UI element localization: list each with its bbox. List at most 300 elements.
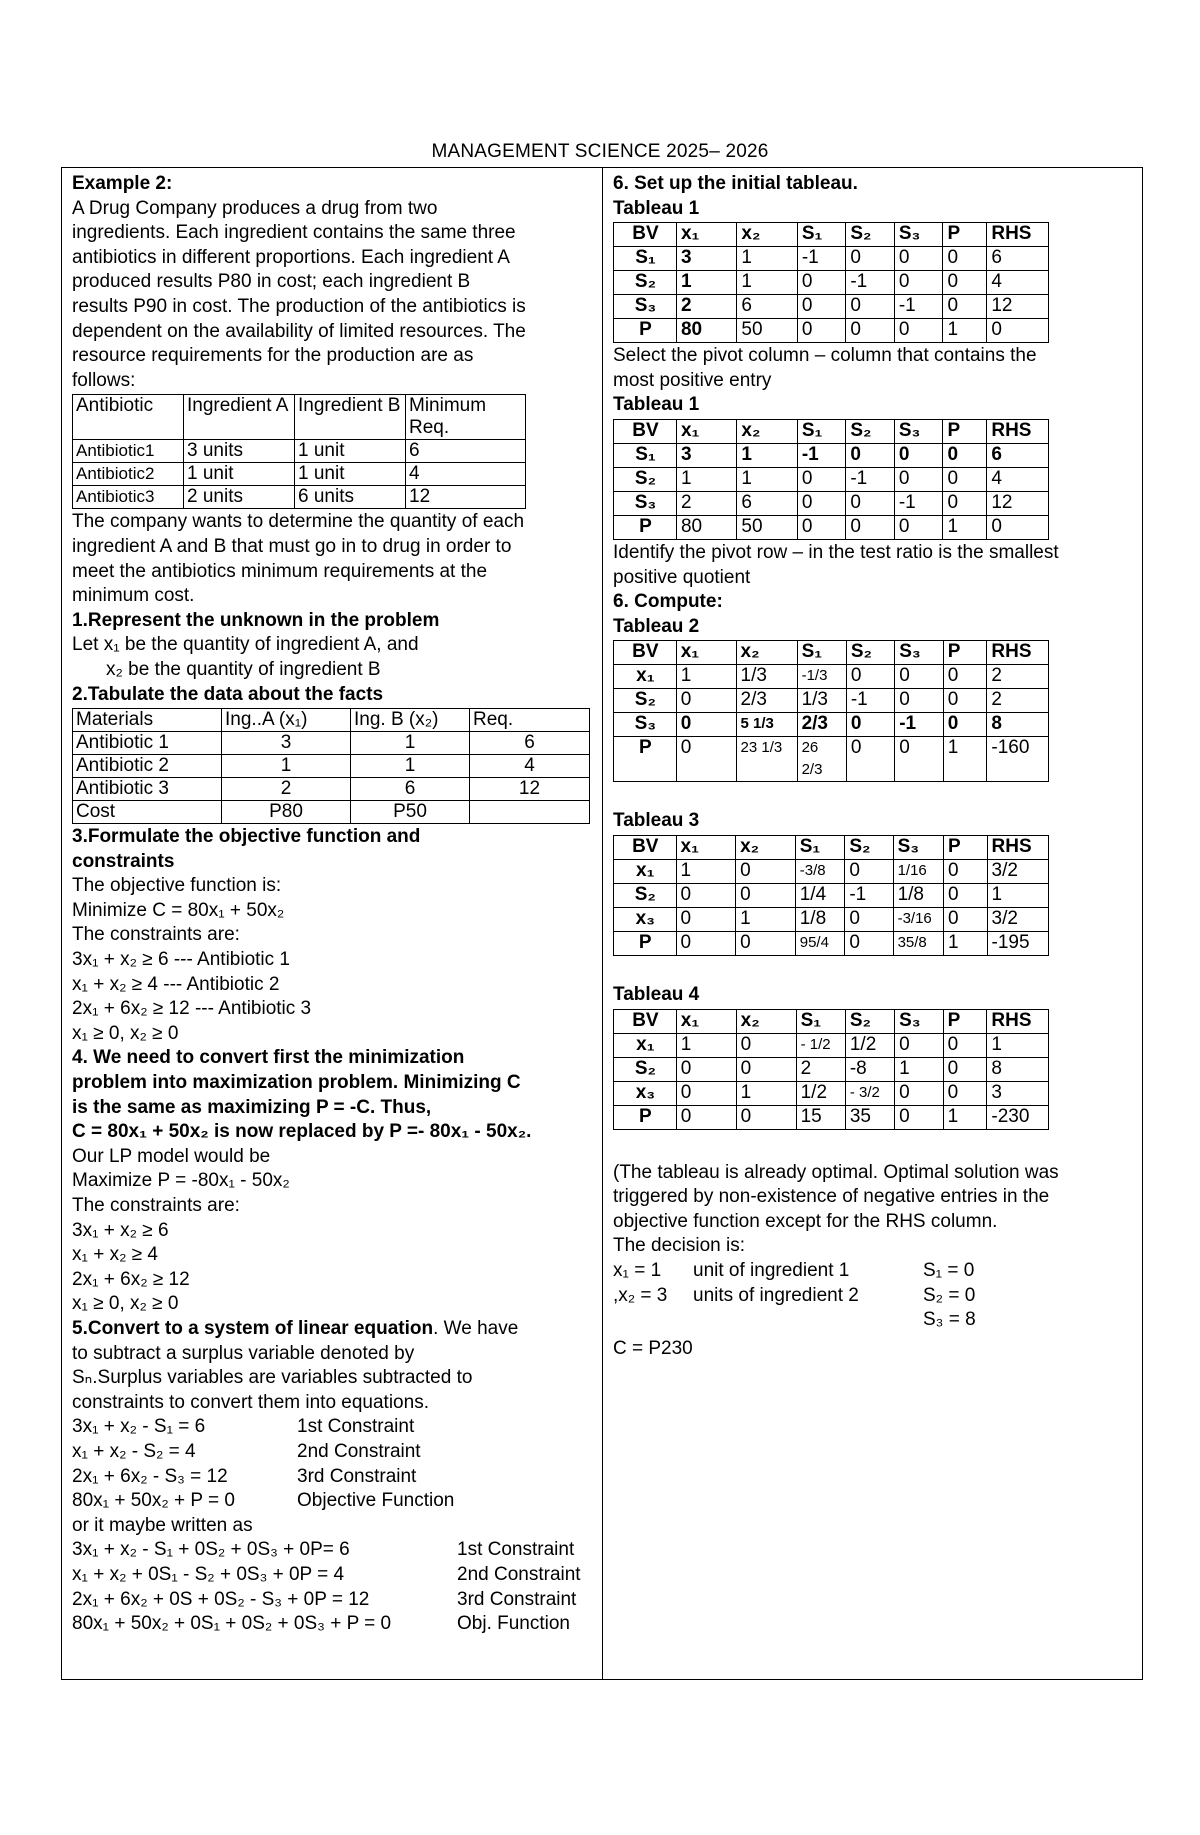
document-title: MANAGEMENT SCIENCE 2025– 2026 — [431, 141, 769, 162]
column-divider — [602, 168, 603, 1679]
header-cell: RHS — [987, 641, 1049, 665]
table-row — [73, 801, 590, 824]
cell: 0 — [797, 467, 845, 491]
cell: 3/2 — [987, 907, 1048, 931]
equation: 3x₁ + x₂ - S₁ = 6 — [72, 1416, 206, 1438]
header-cell: x₁ — [676, 223, 736, 247]
cell: 0 — [846, 713, 894, 737]
equation: 3x₁ + x₂ - S₁ + 0S₂ + 0S₃ + 0P= 6 — [72, 1539, 350, 1561]
content-frame — [61, 167, 1143, 1680]
header-cell: S₃ — [894, 223, 943, 247]
tableau-1-wrap — [613, 222, 1138, 343]
cell: 0 — [676, 1081, 736, 1105]
table-row — [614, 319, 1049, 343]
header-cell: x₁ — [676, 835, 736, 859]
cell: -1 — [845, 883, 893, 907]
cell: x₁ — [614, 1033, 677, 1057]
cell: 0 — [846, 319, 895, 343]
step3-body — [72, 874, 597, 1046]
header-cell: x₁ — [676, 1009, 736, 1033]
cell: 12 — [987, 491, 1049, 515]
text-line: A Drug Company produces a drug from two — [72, 197, 438, 219]
cell: 2 — [676, 491, 736, 515]
text-line: 2x₁ + 6x₂ ≥ 12 — [72, 1268, 190, 1290]
decision-value: ,x₂ = 3 — [613, 1284, 668, 1306]
cell: 0 — [943, 883, 987, 907]
cell: 12 — [470, 778, 590, 801]
cell: 0 — [943, 295, 987, 319]
tableau-title: Tableau 1 — [613, 394, 700, 416]
table-row — [614, 491, 1049, 515]
table-row — [73, 440, 526, 463]
cell: 1 — [222, 755, 351, 778]
tableau-title: Tableau 1 — [613, 197, 700, 219]
table-row — [614, 443, 1049, 467]
cell: -8 — [845, 1057, 894, 1081]
text-line: constraints to convert them into equations. — [72, 1391, 429, 1413]
equation-label: 3rd Constraint — [457, 1588, 577, 1610]
table-row — [73, 732, 590, 755]
decision-row — [613, 1284, 1138, 1309]
cell: 2 — [987, 665, 1049, 689]
equation: 80x₁ + 50x₂ + 0S₁ + 0S₂ + 0S₃ + P = 0 — [72, 1613, 392, 1635]
equation: 2x₁ + 6x₂ + 0S + 0S₂ - S₃ + 0P = 12 — [72, 1588, 370, 1610]
or-written-line: or it maybe written as — [72, 1514, 253, 1536]
cell: 0 — [894, 515, 943, 539]
cell: 0 — [894, 247, 943, 271]
text-line: x₁ ≥ 0, x₂ ≥ 0 — [72, 1293, 179, 1315]
table-row — [614, 1081, 1049, 1105]
equation-label: 3rd Constraint — [297, 1465, 417, 1487]
table-row — [614, 737, 1049, 782]
step1-line: x₂ be the quantity of ingredient B — [106, 658, 381, 680]
text-line: Minimize C = 80x₁ + 50x₂ — [72, 899, 285, 921]
left-column — [72, 172, 597, 1637]
equation-label: 2nd Constraint — [457, 1563, 581, 1585]
header-cell: BV — [614, 1009, 677, 1033]
text-line: 3x₁ + x₂ ≥ 6 --- Antibiotic 1 — [72, 949, 290, 971]
cell: 1/4 — [795, 883, 845, 907]
decision-value — [693, 1308, 923, 1333]
text-line: resource requirements for the production are as — [72, 345, 474, 367]
cell: 0 — [943, 443, 987, 467]
cell: 3 — [676, 443, 736, 467]
cell: 23 1/3 — [736, 737, 797, 782]
header-cell: S₁ — [796, 1009, 845, 1033]
cell: 0 — [943, 859, 987, 883]
tableau-title: Tableau 2 — [613, 615, 700, 637]
table-row — [614, 689, 1049, 713]
cell: S₁ — [614, 247, 677, 271]
cell: Antibiotic 2 — [73, 755, 222, 778]
text-line: to subtract a surplus variable denoted by — [72, 1342, 415, 1364]
cell: 8 — [987, 1057, 1049, 1081]
cell: 0 — [895, 1081, 944, 1105]
cell: 0 — [736, 883, 796, 907]
text-line: Sₙ.Surplus variables are variables subtracted to — [72, 1367, 473, 1389]
decision-value: S₁ = 0 — [923, 1259, 975, 1281]
facts-table — [72, 708, 590, 824]
decision-row — [613, 1308, 1138, 1333]
cell: 0 — [943, 467, 987, 491]
cell: 0 — [943, 271, 987, 295]
equation-row — [72, 1563, 597, 1588]
text-line: The constraints are: — [72, 1195, 240, 1216]
cell: 0 — [894, 443, 943, 467]
step5-title: 5.Convert to a system of linear equation — [72, 1317, 434, 1339]
cell: 2/3 — [797, 713, 846, 737]
table-header-row — [614, 1009, 1049, 1033]
cell: 26 2/3 — [797, 737, 846, 782]
example-heading: Example 2: — [72, 173, 173, 194]
table-row — [614, 713, 1049, 737]
table-header-row — [614, 835, 1049, 859]
cell: 4 — [406, 463, 526, 486]
cell: 0 — [943, 1033, 987, 1057]
step3-heading — [72, 825, 597, 874]
cell: - 3/2 — [845, 1081, 894, 1105]
header-cell: S₁ — [795, 835, 845, 859]
cell: 4 — [470, 755, 590, 778]
decision-value: S₃ = 8 — [923, 1309, 976, 1331]
cell: 3 — [222, 732, 351, 755]
cell: 6 units — [295, 486, 406, 509]
cell: 6 — [351, 778, 470, 801]
cell: 0 — [736, 931, 796, 955]
pivot-row-text — [613, 541, 1138, 590]
text-line: 2x₁ + 6x₂ ≥ 12 --- Antibiotic 3 — [72, 998, 312, 1020]
cell: 15 — [796, 1105, 845, 1129]
text-line: x₁ + x₂ ≥ 4 — [72, 1244, 158, 1266]
cell: 80 — [676, 319, 736, 343]
cell: 2 — [222, 778, 351, 801]
header-cell: S₃ — [894, 419, 943, 443]
header-cell: P — [943, 223, 987, 247]
cell: -1 — [895, 713, 943, 737]
cell: 1 — [987, 883, 1048, 907]
step1-line: Let x₁ be the quantity of ingredient A, and — [72, 634, 419, 656]
cell: 2 — [796, 1057, 845, 1081]
header-cell: BV — [614, 419, 677, 443]
cell: 0 — [736, 1057, 796, 1081]
header-cell: BV — [614, 641, 677, 665]
header-cell: x₂ — [736, 835, 796, 859]
cell: 6 — [470, 732, 590, 755]
header-cell: Materials — [73, 709, 222, 732]
cell: -1 — [894, 491, 943, 515]
cell: - 1/2 — [796, 1033, 845, 1057]
cell: 1 unit — [184, 463, 295, 486]
header-cell: RHS — [987, 835, 1048, 859]
cell: 0 — [943, 665, 987, 689]
equation-label: 1st Constraint — [297, 1416, 415, 1438]
cell: P80 — [222, 801, 351, 824]
cell: 1 — [943, 931, 987, 955]
cell: -3/8 — [795, 859, 845, 883]
step5-body — [72, 1342, 597, 1416]
cell: -230 — [987, 1105, 1049, 1129]
text-line: 3.Formulate the objective function and — [72, 826, 421, 848]
step5-title-rest: . We have — [433, 1317, 519, 1339]
text-line: The constraints are: — [72, 924, 240, 946]
header-cell: x₂ — [736, 1009, 796, 1033]
header-cell: Antibiotic — [73, 395, 184, 440]
cell: 1 — [737, 443, 797, 467]
cell: 0 — [894, 467, 943, 491]
decision-value: unit of ingredient 1 — [693, 1259, 850, 1281]
cell: 3 — [676, 247, 736, 271]
cell: -1/3 — [797, 665, 846, 689]
header-cell: Ingredient B — [295, 395, 406, 440]
cell: 0 — [846, 295, 895, 319]
decision-value: x₁ = 1 — [613, 1259, 662, 1281]
cell: 0 — [676, 1057, 736, 1081]
cell: -3/16 — [893, 907, 943, 931]
cell: x₃ — [614, 907, 677, 931]
equation-label: 2nd Constraint — [297, 1440, 421, 1462]
cell: 0 — [676, 689, 736, 713]
table-header-row — [614, 641, 1049, 665]
table-row — [73, 486, 526, 509]
text-line: (The tableau is already optimal. Optimal solution was — [613, 1161, 1059, 1183]
decision-row — [613, 1259, 1138, 1284]
table-header-row — [73, 709, 590, 732]
text-line: positive quotient — [613, 566, 751, 588]
cell: -1 — [846, 689, 894, 713]
cell: 0 — [943, 713, 987, 737]
table-row — [73, 778, 590, 801]
header-cell: Ing..A (x₁) — [222, 709, 351, 732]
header-cell: BV — [614, 835, 677, 859]
cell: 12 — [987, 295, 1049, 319]
text-line: results P90 in cost. The production of the antibiotics is — [72, 295, 526, 317]
equation-row — [72, 1440, 597, 1465]
cell: 1 — [736, 907, 796, 931]
cell: S₂ — [614, 271, 677, 295]
text-line: most positive entry — [613, 369, 772, 391]
header-cell: S₂ — [845, 835, 893, 859]
text-line: 4. We need to convert first the minimization — [72, 1047, 465, 1069]
text-line: produced results P80 in cost; each ingredient B — [72, 271, 471, 293]
cell: -1 — [846, 467, 895, 491]
cell: 1/8 — [893, 883, 943, 907]
equation-label: 1st Constraint — [457, 1539, 575, 1561]
cell: x₃ — [614, 1081, 677, 1105]
cell: 1 — [676, 1033, 736, 1057]
cell: -195 — [987, 931, 1048, 955]
cell: 0 — [676, 713, 736, 737]
text-line: ingredient A and B that must go in to drug in order to — [72, 535, 512, 557]
cell: 0 — [987, 319, 1049, 343]
cell: S₁ — [614, 443, 677, 467]
cell: 0 — [895, 689, 943, 713]
cell: 6 — [987, 247, 1049, 271]
cell: S₃ — [614, 295, 677, 319]
cell: x₁ — [614, 665, 677, 689]
tableau-2-wrap — [613, 640, 1138, 782]
cell: 4 — [987, 271, 1049, 295]
cell: P — [614, 737, 677, 782]
cell: 50 — [737, 319, 797, 343]
text-line: Our LP model would be — [72, 1145, 271, 1167]
cell: S₃ — [614, 713, 677, 737]
text-line: minimum cost. — [72, 585, 195, 607]
table-row — [614, 515, 1049, 539]
cell: Antibiotic 3 — [73, 778, 222, 801]
cell: 0 — [845, 859, 893, 883]
cell: P — [614, 931, 677, 955]
table-row — [614, 1033, 1049, 1057]
cell: P — [614, 319, 677, 343]
header-cell: x₂ — [737, 223, 797, 247]
cell: 0 — [895, 737, 943, 782]
cell: 1 — [676, 665, 736, 689]
cell: x₁ — [614, 859, 677, 883]
cell: 4 — [987, 467, 1049, 491]
text-line: antibiotics in different proportions. Each ingredient A — [72, 246, 510, 268]
cell: 2/3 — [736, 689, 797, 713]
table-row — [614, 907, 1049, 931]
header-cell: P — [943, 419, 987, 443]
header-cell: S₃ — [893, 835, 943, 859]
table-row — [614, 295, 1049, 319]
cell: 0 — [987, 515, 1049, 539]
header-cell: Req. — [470, 709, 590, 732]
cell: 95/4 — [795, 931, 845, 955]
pivot-column-text — [613, 344, 1138, 393]
text-line: constraints — [72, 850, 175, 872]
cell: 0 — [895, 1033, 944, 1057]
header-cell: S₂ — [846, 223, 895, 247]
cell: 80 — [676, 515, 736, 539]
cell: -1 — [797, 247, 845, 271]
cell: 0 — [846, 247, 895, 271]
cell: 5 1/3 — [736, 713, 797, 737]
cell: 1 unit — [295, 463, 406, 486]
cell: 35/8 — [893, 931, 943, 955]
cell: 1 — [737, 271, 797, 295]
cell: Cost — [73, 801, 222, 824]
cell: 1 — [943, 1105, 987, 1129]
table-row — [614, 271, 1049, 295]
text-line: Select the pivot column – column that contains the — [613, 345, 1037, 367]
header-cell: S₃ — [895, 1009, 944, 1033]
cell: 1 — [987, 1033, 1049, 1057]
cell: 1 unit — [295, 440, 406, 463]
table-header-row — [73, 395, 526, 440]
header-cell: x₁ — [676, 419, 736, 443]
step5-heading — [72, 1317, 597, 1342]
total-cost: C = P230 — [613, 1337, 693, 1359]
text-line: is the same as maximizing P = -C. Thus, — [72, 1096, 432, 1118]
table-row — [614, 931, 1049, 955]
text-line: Identify the pivot row – in the test ratio is the smallest — [613, 541, 1059, 563]
cell: Antibiotic 1 — [73, 732, 222, 755]
cell: 2 — [987, 689, 1049, 713]
tableau-1b-wrap — [613, 419, 1138, 540]
header-cell: Minimum Req. — [406, 395, 526, 440]
header-cell: x₂ — [737, 419, 797, 443]
cell — [470, 801, 590, 824]
text-line: follows: — [72, 369, 136, 391]
header-cell: Ing. B (x₂) — [351, 709, 470, 732]
table-row — [73, 463, 526, 486]
cell: 3 — [987, 1081, 1049, 1105]
cell: Antibiotic3 — [73, 486, 184, 509]
table-row — [614, 1057, 1049, 1081]
header-cell: S₁ — [797, 223, 845, 247]
cell: 0 — [895, 1105, 944, 1129]
cell: 1 — [737, 467, 797, 491]
cell: Antibiotic2 — [73, 463, 184, 486]
cell: 3 units — [184, 440, 295, 463]
table-row — [614, 247, 1049, 271]
cell: 1/3 — [797, 689, 846, 713]
cell: 1 — [676, 467, 736, 491]
cell: S₂ — [614, 689, 677, 713]
cell: P50 — [351, 801, 470, 824]
cell: 0 — [846, 737, 894, 782]
header-cell: RHS — [987, 223, 1049, 247]
compute-heading: 6. Compute: — [613, 591, 723, 613]
header-cell: S₂ — [845, 1009, 894, 1033]
equation-row — [72, 1489, 597, 1514]
header-cell: Ingredient A — [184, 395, 295, 440]
simplex-tableau — [613, 222, 1049, 343]
cell: 1/2 — [796, 1081, 845, 1105]
equation-row — [72, 1465, 597, 1490]
cell: 0 — [943, 1081, 987, 1105]
cell: 3/2 — [987, 859, 1048, 883]
cell: 0 — [736, 859, 796, 883]
cell: 0 — [676, 931, 736, 955]
cell: S₃ — [614, 491, 677, 515]
cell: S₂ — [614, 883, 677, 907]
cell: 1 — [736, 1081, 796, 1105]
cell: 0 — [846, 443, 895, 467]
cell: 0 — [676, 737, 736, 782]
simplex-tableau — [613, 835, 1049, 956]
header-cell: x₂ — [736, 641, 797, 665]
table-header-row — [614, 419, 1049, 443]
tableau-title: Tableau 4 — [613, 983, 700, 1005]
cell: 2 — [676, 295, 736, 319]
header-cell: S₂ — [846, 641, 894, 665]
step1-heading: 1.Represent the unknown in the problem — [72, 609, 440, 631]
cell: 0 — [845, 907, 893, 931]
text-line: problem into maximization problem. Minimizing C — [72, 1072, 521, 1094]
text-line: Maximize P = -80x₁ - 50x₂ — [72, 1170, 290, 1192]
cell: 0 — [943, 491, 987, 515]
cell: 6 — [737, 295, 797, 319]
text-line: triggered by non-existence of negative entries in the — [613, 1186, 1050, 1208]
header-cell: S₁ — [797, 641, 846, 665]
table-row — [73, 755, 590, 778]
cell: 0 — [797, 295, 845, 319]
cell: 1 — [895, 1057, 944, 1081]
cell: 0 — [797, 515, 845, 539]
equations-set-1 — [72, 1415, 597, 1513]
text-line: C = 80x₁ + 50x₂ is now replaced by P =- 80x₁ - 50x₂. — [72, 1121, 532, 1143]
tableau-3-wrap — [613, 835, 1138, 956]
decision-value: units of ingredient 2 — [693, 1284, 859, 1306]
header-cell: P — [943, 835, 987, 859]
cell: 1 — [943, 737, 987, 782]
simplex-tableau — [613, 1009, 1049, 1130]
conclusion-text — [613, 1161, 1138, 1259]
cell: 0 — [846, 665, 894, 689]
cell: 0 — [736, 1105, 796, 1129]
